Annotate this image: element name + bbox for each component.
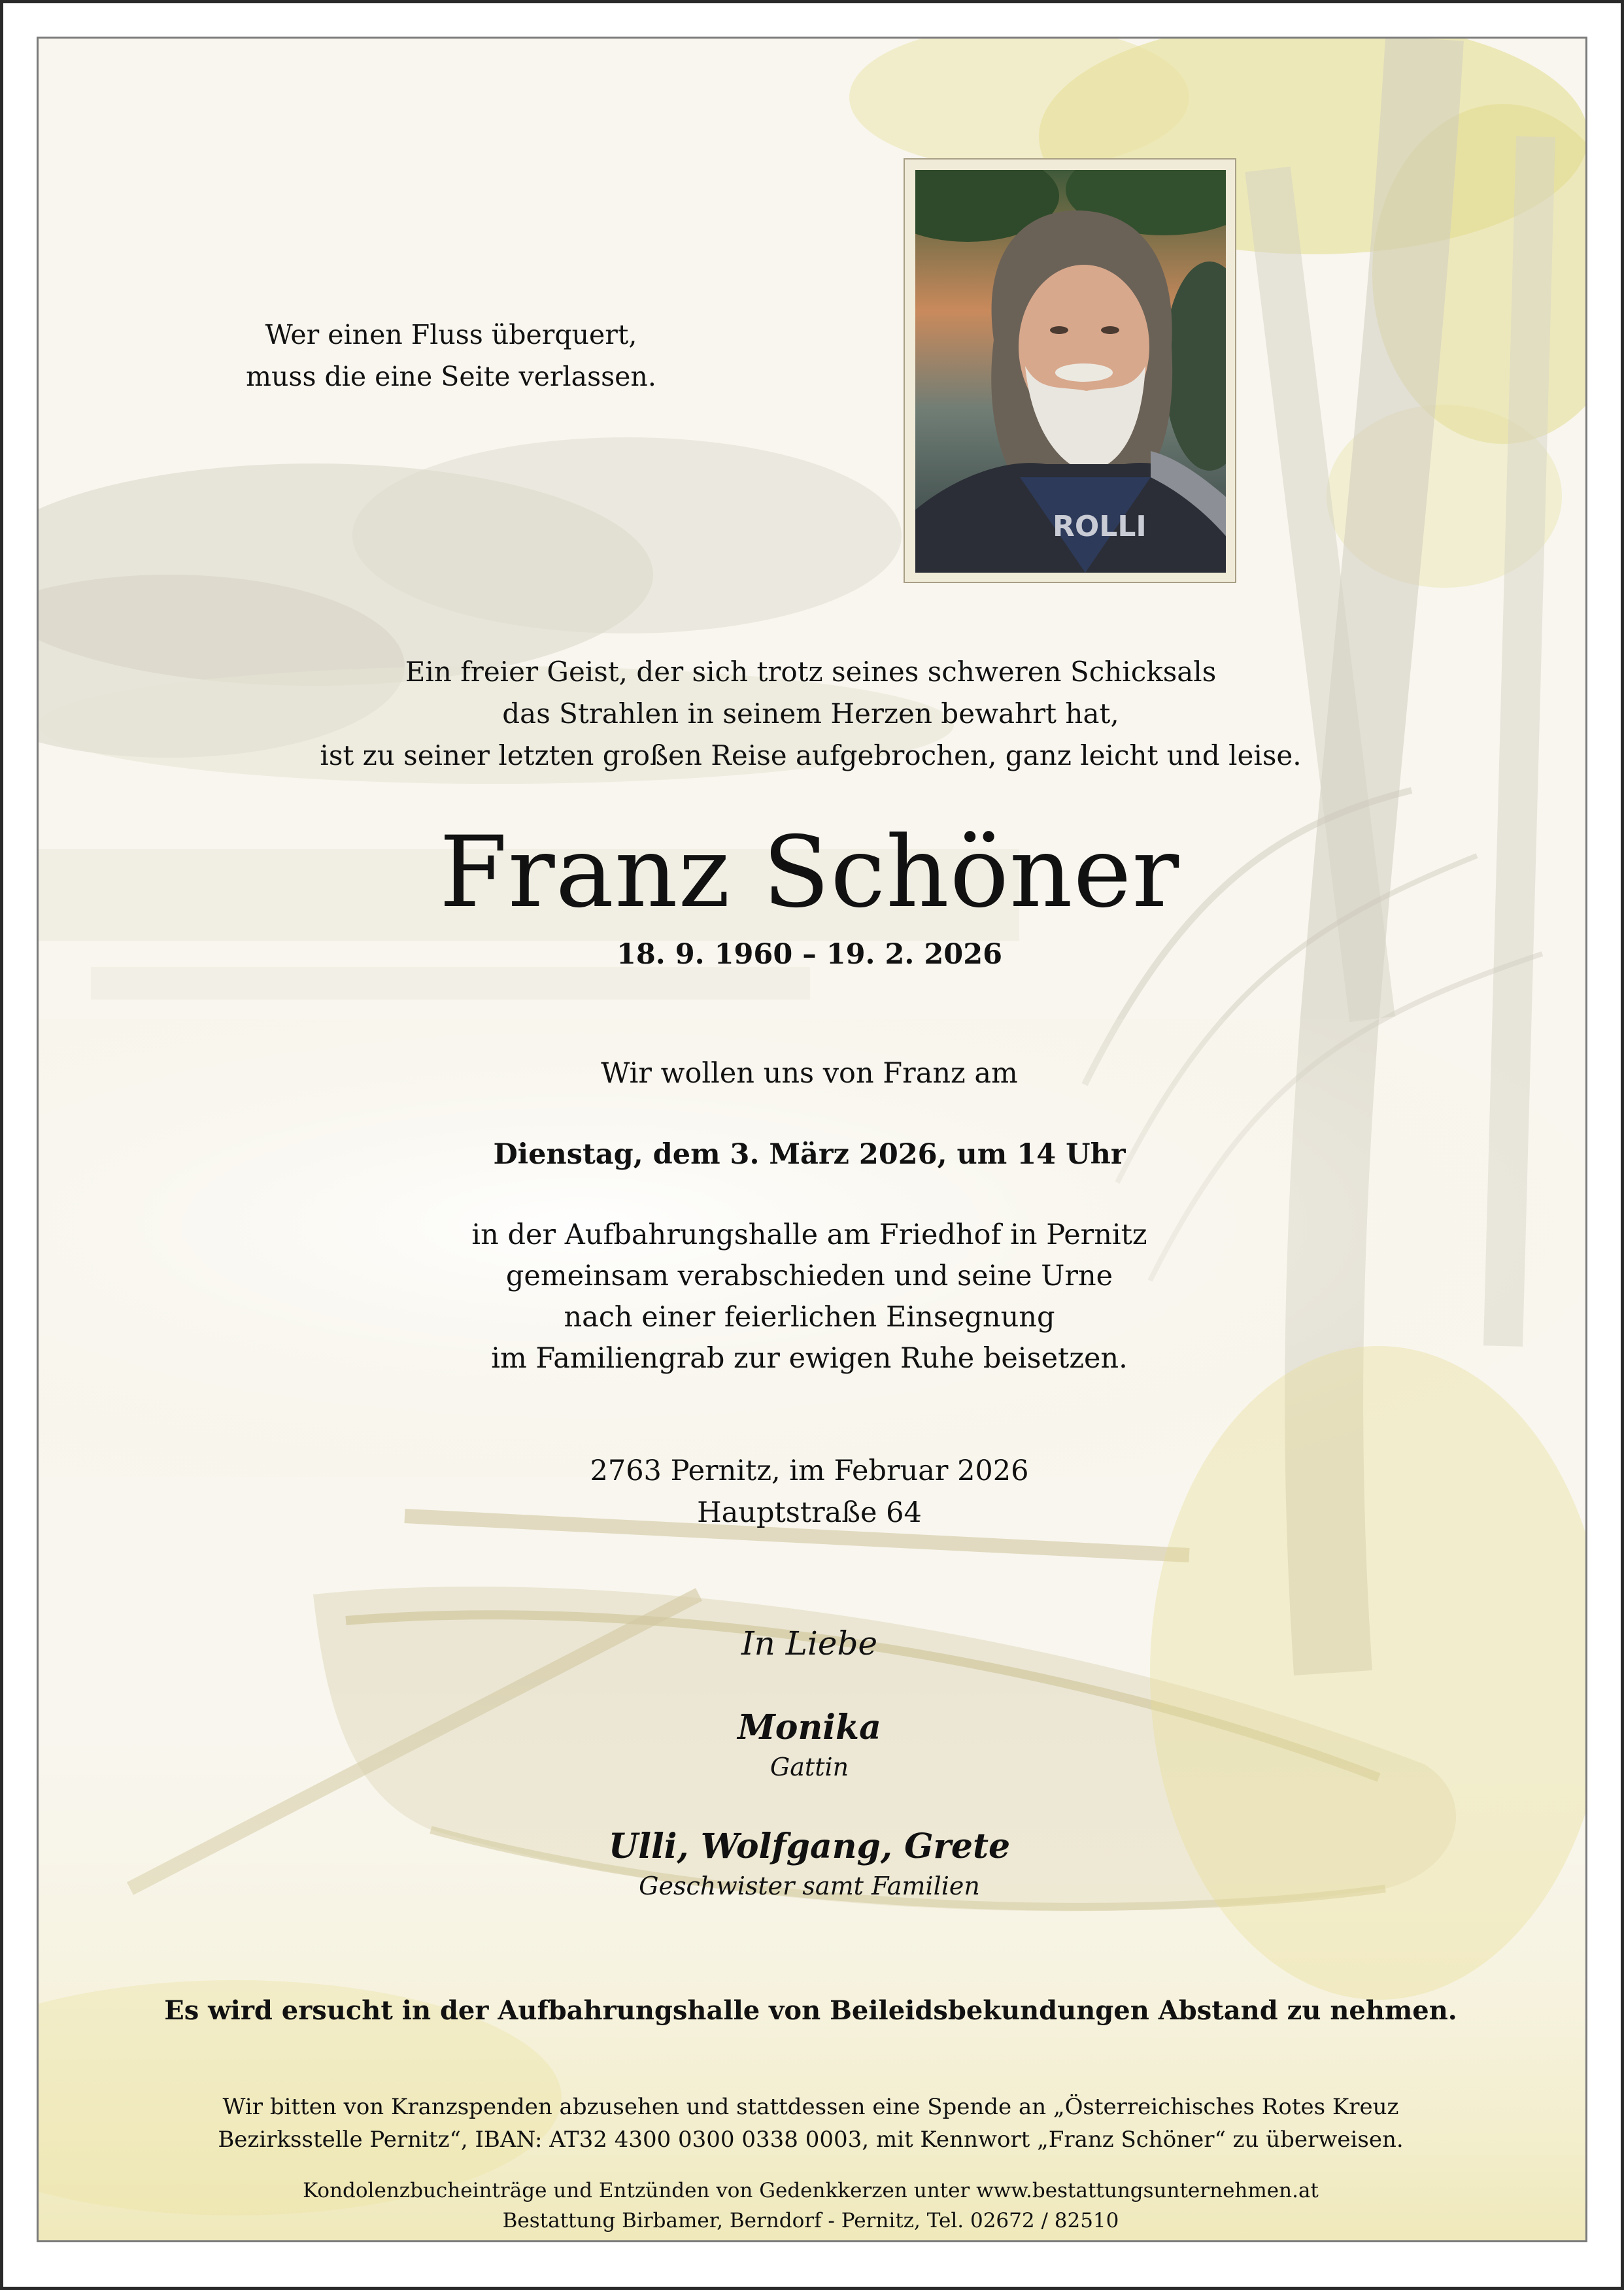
poem-line: das Strahlen in seinem Herzen bewahrt hat, — [502, 698, 1119, 730]
ceremony-details — [0, 1215, 1621, 1379]
place-and-address — [0, 1450, 1621, 1534]
mourner-name: Monika — [737, 1708, 881, 1747]
address: Hauptstraße 64 — [697, 1496, 922, 1529]
life-dates: 18. 9. 1960 – 19. 2. 2026 — [616, 938, 1003, 971]
ceremony-line: im Familiengrab zur ewigen Ruhe beisetzen. — [491, 1342, 1128, 1375]
poem-line: Ein freier Geist, der sich trotz seines schweren Schicksals — [405, 656, 1217, 688]
quote-line: Wer einen Fluss überquert, — [265, 319, 637, 350]
footer-line: Bestattung Birbamer, Berndorf - Pernitz, Tel. 02672 / 82510 — [502, 2209, 1119, 2232]
quote-line: muss die eine Seite verlassen. — [246, 361, 656, 392]
mourner-name: Ulli, Wolfgang, Grete — [608, 1827, 1011, 1866]
ceremony-date-time: Dienstag, dem 3. März 2026, um 14 Uhr — [493, 1138, 1126, 1171]
quote-block — [0, 314, 1263, 397]
svg-text:ROLLI: ROLLI — [1053, 510, 1147, 543]
footer-line: Kondolenzbucheinträge und Entzünden von Gedenkkerzen unter www.bestattungsunternehmen.at — [303, 2179, 1319, 2202]
donation-line: Wir bitten von Kranzspenden abzusehen und stattdessen eine Spende an „Österreichisches Rotes Kreuz — [222, 2094, 1399, 2120]
ceremony-line: nach einer feierlichen Einsegnung — [564, 1301, 1055, 1334]
condolence-request: Es wird ersucht in der Aufbahrungshalle von Beileidsbekundungen Abstand zu nehmen. — [164, 1995, 1457, 2026]
donation-line: Bezirksstelle Pernitz“, IBAN: AT32 4300 0300 0338 0003, mit Kennwort „Franz Schöner“ zu überweisen. — [218, 2127, 1404, 2153]
mourner-relation: Gattin — [770, 1753, 849, 1781]
deceased-name: Franz Schöner — [439, 816, 1180, 930]
mourner-relation: Geschwister samt Familien — [639, 1872, 980, 1900]
footer — [0, 2176, 1623, 2236]
place-date: 2763 Pernitz, im Februar 2026 — [590, 1455, 1029, 1487]
mourners-heading: In Liebe — [741, 1625, 878, 1662]
ceremony-line: in der Aufbahrungshalle am Friedhof in Pernitz — [471, 1219, 1147, 1251]
ceremony-line: gemeinsam verabschieden und seine Urne — [505, 1260, 1113, 1292]
ceremony-intro: Wir wollen uns von Franz am — [601, 1057, 1018, 1090]
donation-note — [0, 2091, 1623, 2156]
poem-block — [0, 651, 1623, 777]
poem-line: ist zu seiner letzten großen Reise aufgebrochen, ganz leicht und leise. — [320, 739, 1302, 771]
